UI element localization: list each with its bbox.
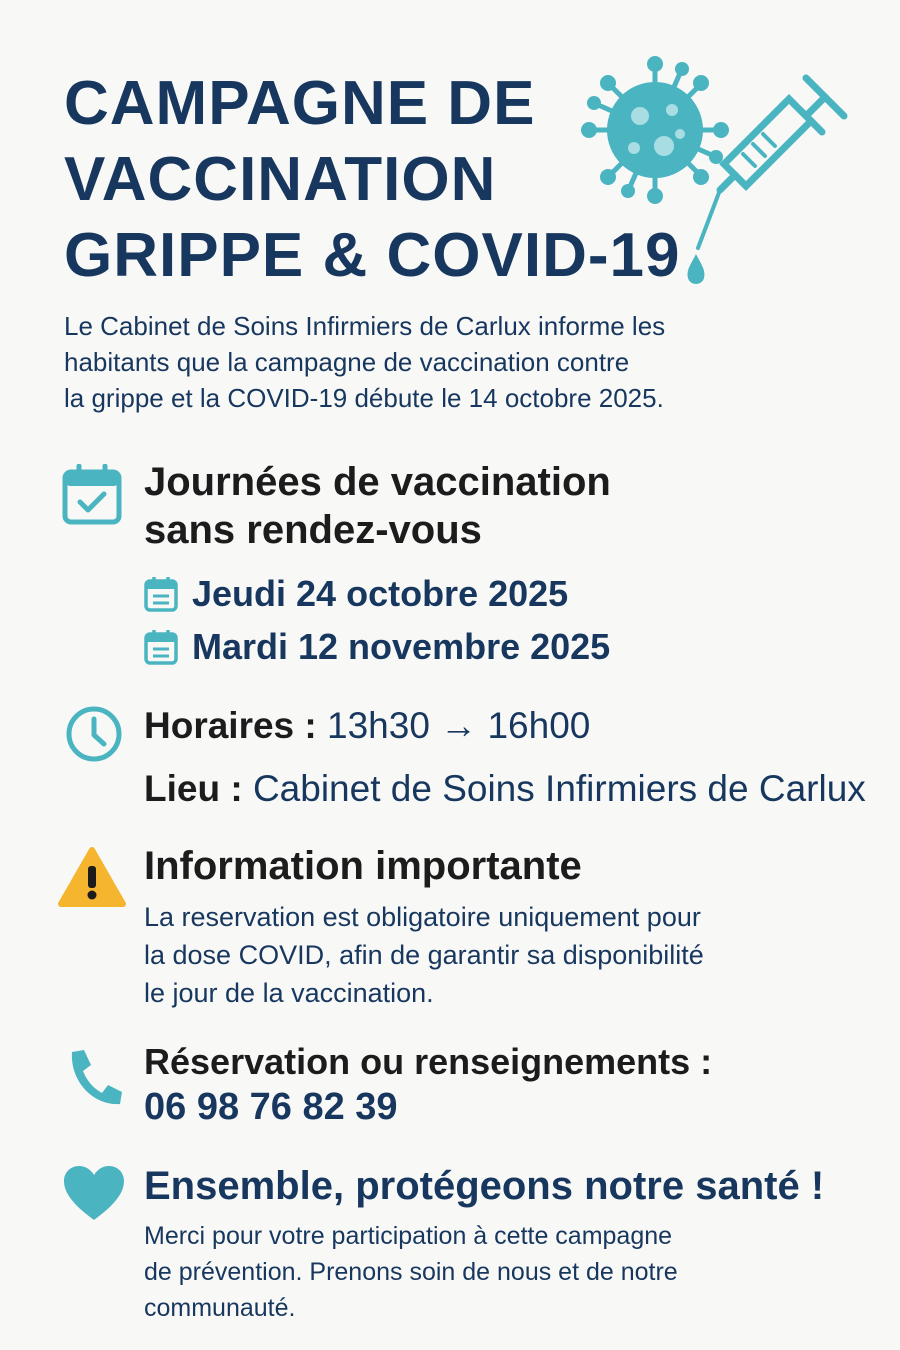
intro-line-2: habitants que la campagne de vaccination contre: [64, 347, 630, 377]
closing-line-3: communauté.: [144, 1294, 296, 1322]
important-line-2: la dose COVID, afin de garantir sa disponibilité: [144, 940, 704, 970]
intro-line-1: Le Cabinet de Soins Infirmiers de Carlux informe les: [64, 311, 666, 341]
place-value: Cabinet de Soins Infirmiers de Carlux: [252, 768, 866, 809]
syringe-icon: [698, 78, 844, 248]
calendar-icon: [144, 576, 178, 612]
hours-value: 13h30 → 16h00: [327, 705, 591, 746]
important-text: [144, 898, 704, 1012]
title-line-3: GRIPPE & COVID-19: [64, 221, 681, 290]
hours-label: Horaires :: [144, 705, 317, 746]
place-label: Lieu :: [144, 768, 243, 809]
date-item-2: [144, 625, 610, 669]
title-line-2: VACCINATION: [64, 145, 497, 214]
phone-number[interactable]: 06 98 76 82 39: [144, 1086, 398, 1128]
calendar-check-icon: [62, 464, 122, 526]
closing-heading: Ensemble, protégeons notre santé !: [144, 1164, 825, 1208]
important-line-1: La reservation est obligatoire uniquement pour: [144, 902, 701, 932]
important-heading: Information importante: [144, 844, 582, 888]
closing-line-2: de prévention. Prenons soin de nous et de notre: [144, 1258, 678, 1286]
warning-icon: [58, 846, 126, 908]
contact-heading: Réservation ou renseignements :: [144, 1041, 713, 1082]
virus-icon: [581, 56, 729, 204]
date-label-2: Mardi 12 novembre 2025: [192, 626, 611, 667]
closing-line-1: Merci pour votre participation à cette campagne: [144, 1222, 673, 1250]
title-line-1: CAMPAGNE DE: [64, 69, 536, 138]
clock-icon: [64, 704, 124, 764]
place-line: [144, 767, 866, 811]
sessions-heading-line-2: sans rendez-vous: [144, 508, 482, 552]
date-label-1: Jeudi 24 octobre 2025: [192, 573, 569, 614]
sessions-heading: [144, 458, 611, 554]
closing-text: [144, 1218, 678, 1326]
phone-icon: [64, 1046, 124, 1108]
hours-line: [144, 704, 590, 748]
intro-line-3: la grippe et la COVID-19 débute le 14 octobre 2025.: [64, 383, 664, 413]
sessions-heading-line-1: Journées de vaccination: [144, 460, 611, 504]
important-line-3: le jour de la vaccination.: [144, 978, 434, 1008]
intro-text: [64, 308, 824, 416]
heart-icon: [62, 1164, 126, 1222]
calendar-icon: [144, 629, 178, 665]
date-item-1: [144, 572, 568, 616]
drop-icon: [688, 254, 705, 284]
hero-illustration: [560, 48, 860, 298]
